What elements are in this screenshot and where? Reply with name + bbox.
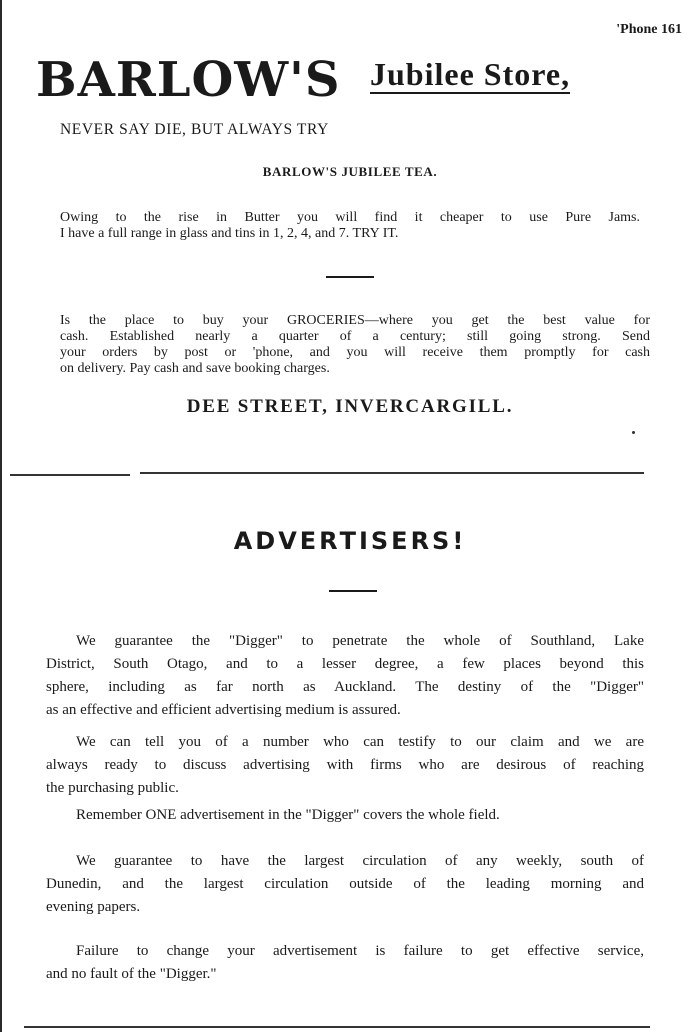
advertisers-paragraph [46, 850, 644, 919]
groceries-line: on delivery. Pay cash and save booking charges. [60, 361, 330, 376]
paragraph-line: as an effective and efficient advertising medium is assured. [46, 702, 401, 718]
groceries-line: your orders by post or 'phone, and you will receive them promptly for cash [60, 345, 650, 360]
jams-line: I have a full range in glass and tins in 1, 2, 4, and 7. TRY IT. [60, 226, 399, 241]
paragraph-line: Dunedin, and the largest circulation outside of the leading morning and [46, 876, 644, 892]
ad-separator-right [140, 472, 644, 474]
bottom-rule [24, 1026, 650, 1028]
advertisers-paragraph [46, 940, 644, 986]
groceries-paragraph [60, 313, 650, 377]
store-address: DEE STREET, INVERCARGILL. [186, 396, 514, 417]
paragraph-line: We guarantee to have the largest circulation of any weekly, south of [76, 853, 644, 869]
advertisers-paragraph [46, 804, 644, 827]
paragraph-line: We can tell you of a number who can testify to our claim and we are [76, 734, 644, 750]
paragraph-line: the purchasing public. [46, 780, 179, 796]
paragraph-line: Failure to change your advertisement is failure to get effective service, [76, 943, 644, 959]
brand-name: BARLOW'S [36, 52, 341, 108]
phone-number: 'Phone 161 [616, 22, 682, 37]
store-name: Jubilee Store, [370, 56, 571, 92]
jams-line: Owing to the rise in Butter you will find it cheaper to use Pure Jams. [60, 210, 640, 225]
groceries-line: Is the place to buy your GROCERIES—where you get the best value for [60, 313, 650, 328]
left-margin-rule [0, 0, 2, 1032]
advertisers-title: ADVERTISERS! [233, 527, 467, 555]
advertisers-paragraph [46, 630, 644, 722]
tea-heading: BARLOW'S JUBILEE TEA. [262, 164, 438, 179]
advertisers-paragraph [46, 731, 644, 800]
paragraph-line: sphere, including as far north as Auckland. The destiny of the "Digger" [46, 679, 644, 695]
groceries-line: cash. Established nearly a quarter of a century; still going strong. Send [60, 329, 650, 344]
paragraph-line: evening papers. [46, 899, 141, 915]
section-divider [329, 590, 377, 592]
paragraph-line: District, South Otago, and to a lesser degree, a few places beyond this [46, 656, 644, 672]
section-divider [326, 276, 374, 278]
slogan: NEVER SAY DIE, BUT ALWAYS TRY [60, 121, 329, 138]
paragraph-line: Remember ONE advertisement in the "Digger" covers the whole field. [76, 807, 500, 823]
paragraph-line: always ready to discuss advertising with firms who are desirous of reaching [46, 757, 644, 773]
paragraph-line: We guarantee the "Digger" to penetrate the whole of Southland, Lake [76, 633, 644, 649]
print-speck [632, 431, 635, 434]
ad-separator-left [10, 474, 130, 476]
paragraph-line: and no fault of the "Digger." [46, 966, 217, 982]
jams-paragraph [60, 210, 640, 242]
